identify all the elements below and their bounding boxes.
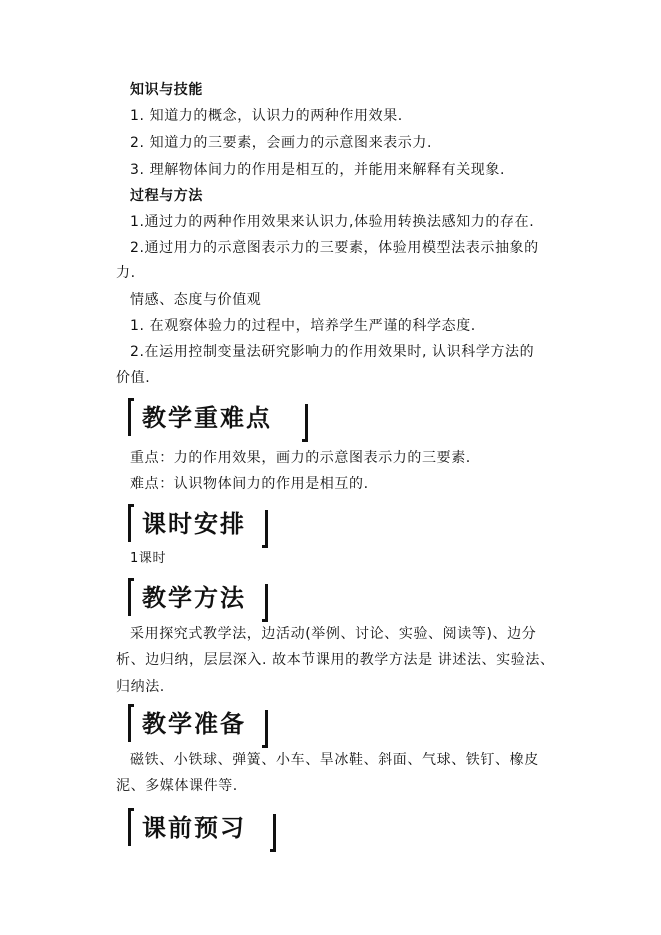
bracket-right <box>270 814 276 852</box>
section-title-attitude: 情感、态度与价值观 <box>130 292 262 308</box>
attitude-item-2-cont: 价值. <box>116 370 151 386</box>
heading-schedule <box>128 504 274 548</box>
methods-line-2: 析、边归纳，层层深入. 故本节课用的教学方法是 讲述法、实验法、 <box>116 652 555 668</box>
process-item-2: 2.通过用力的示意图表示力的三要素，体验用模型法表示抽象的 <box>130 240 539 256</box>
heading-methods <box>128 578 274 622</box>
attitude-item-2: 2.在运用控制变量法研究影响力的作用效果时, 认识科学方法的 <box>130 344 535 360</box>
bracket-right <box>262 584 268 622</box>
heading-methods-text: 教学方法 <box>142 584 246 612</box>
heading-schedule-text: 课时安排 <box>142 510 246 538</box>
preparation-line-1: 磁铁、小铁球、弹簧、小车、旱冰鞋、斜面、气球、铁钉、橡皮 <box>130 752 539 768</box>
bracket-right <box>262 710 268 748</box>
section-title-process: 过程与方法 <box>130 188 203 204</box>
heading-preparation <box>128 704 274 748</box>
bracket-left <box>128 578 134 616</box>
section-title-knowledge: 知识与技能 <box>130 82 203 98</box>
process-item-1: 1.通过力的两种作用效果来认识力,体验用转换法感知力的存在. <box>130 214 535 230</box>
heading-preview <box>128 808 282 852</box>
bracket-left <box>128 398 134 436</box>
knowledge-item-2: 2. 知道力的三要素，会画力的示意图来表示力. <box>130 135 433 151</box>
heading-key-points <box>128 398 314 442</box>
knowledge-item-3: 3. 理解物体间力的作用是相互的，并能用来解释有关现象. <box>130 162 506 178</box>
methods-line-1: 采用探究式教学法，边活动(举例、讨论、实验、阅读等)、边分 <box>130 626 537 642</box>
bracket-left <box>128 808 134 846</box>
attitude-item-1: 1. 在观察体验力的过程中，培养学生严谨的科学态度. <box>130 318 476 334</box>
focus-point: 重点：力的作用效果，画力的示意图表示力的三要素. <box>130 450 471 466</box>
bracket-left <box>128 504 134 542</box>
bracket-right <box>302 404 308 442</box>
heading-preparation-text: 教学准备 <box>142 710 246 738</box>
heading-key-points-text: 教学重难点 <box>142 404 272 432</box>
bracket-left <box>128 704 134 742</box>
preparation-line-2: 泥、多媒体课件等. <box>116 778 238 794</box>
schedule-text: 1课时 <box>130 551 167 566</box>
process-item-2-cont: 力. <box>116 265 136 281</box>
methods-line-3: 归纳法. <box>116 679 165 695</box>
knowledge-item-1: 1. 知道力的概念，认识力的两种作用效果. <box>130 108 403 124</box>
difficulty-point: 难点：认识物体间力的作用是相互的. <box>130 476 369 492</box>
heading-preview-text: 课前预习 <box>142 814 246 842</box>
bracket-right <box>262 510 268 548</box>
